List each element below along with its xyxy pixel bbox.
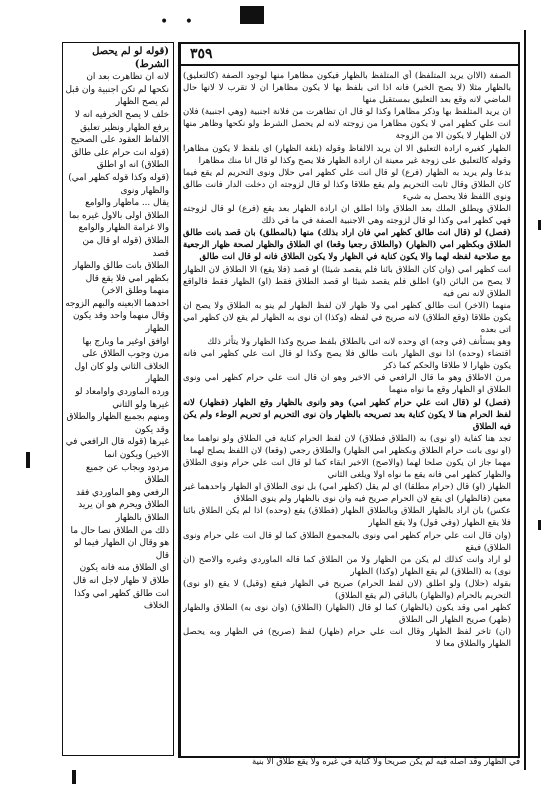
- main-paragraph: الطلاق ويطلق الملك بعد الطلاق واذا اطلق ان ارادة الظهار بعد يقع (فرع) لو قال لزوجته فهي كظهر امي وكذا لو قال لزوجته وهي الاجنبية الصفة في ما في ذلك: [183, 204, 511, 227]
- main-text-column: [183, 70, 511, 750]
- main-paragraph: كظهر امي وقد يكون (بالظهار) كما لو قال (الظهار) (الطلاق) (وان نوى به) الطلاق والظهار (ظهر) صريح الظهار الى الطلاق: [183, 603, 511, 626]
- main-paragraph: انت كظهر امي (وان كان الطلاق بائنا فلم يقصد شيئا) او قصد (فلا يقع) الا الطلاق لان الظهار لا يصح من البائن (او) اطلق فلم يقصد شيئا او قصد الطلاق فقط (او) الظهار فقط فالواقع الطلاق لانه نص فيه: [183, 264, 511, 299]
- main-paragraph: ان يريد المتلفظ بها وذكر مظاهرا وكذا لو قال ان تظاهرت من فلانة اجنبية (وهي اجنبية) فلان انت علي كظهر امي لا يكون مظاهرا من زوجته لانه لم يحصل الشرط ولو نكحها وظاهر منها لان الظهار لا يكون الا من الزوجة: [183, 107, 511, 142]
- side-paragraph: ذلك من الطلاق نصا حال ما هو وقال ان الظهار فيما لو قال: [70, 525, 169, 561]
- main-paragraph: وهو يستأنف (في وجه) اي وحده لانه اتى بالطلاق بلفظ صريح وكذا الظهار ولا يتأثر ذلك: [207, 337, 511, 348]
- main-paragraph: (فصل) لو (قال انت علي حرام كظهر امي) وهو وانوى بالظهار وقع الظهار (فظهار) لانه لفظ الحرام هنا لا يكون كناية بعد تصريحه بالظهار وان نوى التحريم او تحريم الوطء ولم يكن فيه الطلاق: [183, 397, 511, 432]
- header-rule: [178, 64, 518, 66]
- main-paragraph: مرن الاطلاق وهو ما قال الرافعي في الاخير وهو ان قال انت علي حرام كظهر امي ونوى الطلاق او الظهار وقع ما نواه منهما: [183, 373, 511, 396]
- footer-line: في الظهار وقد اصله فيه لم يكن صريحا ولا كناية في غيره ولا يقع طلاق الا بنية: [251, 756, 520, 766]
- side-paragraph: الطلاق بانت طالق والظهار بكظهر امي فلا يقع قال منهما وطلق الاخر): [72, 261, 169, 297]
- side-paragraph: يقال ... ماظهار والوامع الطلاق اولى بالاول غيره بما والا غرامة الظهار والوامع الطلاق (قوله او قال من قصد: [68, 198, 169, 259]
- side-paragraph: الرفعي وهو الماوردي فقد الطلاق ويحرم هو ان يريد الطلاق بالظهار: [75, 487, 169, 523]
- header-dots: • •: [160, 14, 199, 30]
- side-paragraph: اوافق اوغير ما وبارج بها: [82, 336, 169, 347]
- page-mark: [26, 452, 30, 468]
- side-paragraph: مرن وجوب الطلاق على الخلاف الثاني ولو كان اول الظهار: [74, 349, 169, 385]
- binding-edge-line: [524, 30, 526, 770]
- side-paragraph: خلف لا يصح الخرفيه انه لا يرفع الظهار ونظير تعليق الالفاظ العقود على الصحيح (قوله انت حرام على طالق الطلاق) انه او اطلق: [70, 109, 169, 171]
- side-paragraph: ومنهم بجميع الظهار والطلاق وقد يكون: [66, 412, 169, 435]
- main-paragraph: عكس) بان اراد بالظهار الطلاق وبالطلاق الظهار (فطلاق) يقع (وحده) اذا لم يكن الطلاق بائنا فلا يقع الظهار (وفي قول) ولا يقع الظهار: [183, 506, 511, 529]
- side-paragraph: لانه ان تظاهرت بعد ان نكحها لم تكن اجنبية وان قبل لم يصح الظهار: [65, 72, 169, 108]
- main-paragraph: الظهار كغيره ارادة التعليق الا ان يريد الالفاظ وقوله (بلغة الظهار) اي بلفظ لا يكون مظاهرا وقوله كالتعليق على زوجة غير معينة ان ارادة الظهار فلا يصح وكذا لو قال انا منك مظاهرا: [183, 143, 511, 166]
- side-paragraph: غيرها (قوله قال الرافعي في الاخير) ويكون انما: [65, 437, 169, 460]
- main-paragraph: (فصل) لو (قال انت طالق كظهر امي فان اراد بذلك) منها (بالمطلق) بان قصد بانت طالق الطلاق وبكظهر امي (الظهار) (والطلاق رجعيا وقعا) اي الطلاق والظهار لصحة ظهار الرجعية مع صلاحية لفظه لهما والا يكون كناية في الظهار ولا يكون الطلاق فانه لو قال انت طالق: [183, 228, 511, 263]
- main-paragraph: لو اراد وانت كذلك لم يكن من الظهار ولا من الطلاق كما قاله الماوردي وغيره والاصح (ان نوى) به (الطلاق) لم يقع الظهار (وكذا) الظهار: [183, 554, 511, 577]
- main-paragraph: بدعا ولم يريد به الظهار (فرع) لو قال انت علي كظهر امي حلال ونوى التحريم لم يقع فيما كان الطلاق وقال ثابت التحريم ولم يقع طلاقا وكذا لو قال لزوجته ان دخلت الدار فانت طالق ونوى اللفظ فلا يحصل به شيء: [183, 167, 511, 202]
- page-mark: [72, 770, 76, 784]
- main-paragraph: الصفة (الاان يريد المتلفظ) أي المتلفظ بالظهار فيكون مظاهرا منها لوجود الصفة (كالتعليق) بالظهار مثلا (لا يصح الخبر) فانه اذا اتى بلفظ بها لا يكون مظاهرا ان لا تقرب لا لانها حال الماضي لانه وقع بعد التعليق بمستقبل منها: [183, 71, 511, 106]
- side-paragraph: ورده الماوردي واوامعاد لو غيرها ولو الثاني: [75, 387, 169, 410]
- main-paragraph: بقوله (حلال) ولو اطلق (لان لفظ الحرام) صريح في الظهار فيقع (وقيل) لا يقع (او نوى) التحريم بالحرام (والظهار) بالباقي (لم يقع الطلاق): [183, 578, 511, 602]
- main-paragraph: اقتضاء (وحده) اذا نوى الظهار بانت طالق فلا يصح وكذا لو قال انت علي كظهر امي فانه يكون ظهارا لا طلاقا والحكم كما ذكر: [183, 349, 511, 372]
- side-paragraph: احدهما الابعينه والبهم الزوجه وقال منهما واحد وقد يكون الظهار: [65, 298, 169, 335]
- main-paragraph: تجد هنا كفاية (او نوى) به (الطلاق فطلاق) لان لفظ الحرام كناية في الطلاق ولو نواهما معا (او نوى بانت حرام الطلاق وبكظهر امي الظهار) والطلاق رجعي (وقعا) لان اللفظ يصلح لهما: [183, 433, 511, 456]
- side-heading: (قوله لو لم يحصل الشرط): [92, 46, 169, 70]
- side-commentary-column: [65, 46, 169, 746]
- page-mark: [538, 520, 541, 530]
- main-paragraph: منهما (الاخر) انت طالق كظهر امي ولا ظهار لان لفظ الظهار لم ينو به الطلاق ولا يصح ان يكون طلاقا (وقع الطلاق) لانه صريح في لفظه (وكذا) ان نوى به الظهار لم يقع لان كظهر امي اتى بعده: [183, 300, 511, 335]
- side-paragraph: (قوله وكذا قوله كظهر امي) والظهار ونوى: [68, 172, 169, 196]
- main-paragraph: (ان) تاخر لفظ الظهار وقال انت علي حرام (ظهار) لفظ (صريح) في الظهار وبه يحصل الظهار والطلاق معا لا: [183, 627, 511, 650]
- page-mark: [538, 220, 541, 230]
- main-paragraph: الظهار (او) قال (حرام مطلقا) اي لم يقل (كظهر امي) بل نوى الطلاق او الظهار واحدهما غير معين (فالظهار) اي يقع لان الحرام صريح فيه وان نوى بالظهار ولم ينوي الطلاق: [183, 482, 511, 505]
- main-paragraph: مهما جاز ان يكون صلحا لهما (والاصح) الاخير ابقاء كما لو قال انت علي حرام ونوى الطلاق والظهار كظهر امي فانه يقع ما نواه اولا ويلغى الثاني: [183, 458, 511, 481]
- side-paragraph: اي الطلاق منه فانه يكون طلاق لا ظهار لاجل انه قال انت طالق كظهر امي وكذا الخلاف: [72, 563, 169, 612]
- main-paragraph: (وان قال انت علي حرام كظهر امي ونوى بالمجموع الطلاق كما لو قال انت علي حرام ونوى الطلاق) فيقع: [183, 530, 511, 553]
- page-number: ٣٥٩: [190, 46, 213, 62]
- header-mark: [240, 6, 264, 24]
- side-paragraph: مردود وبجاب عن جميع الطلاق: [85, 462, 169, 486]
